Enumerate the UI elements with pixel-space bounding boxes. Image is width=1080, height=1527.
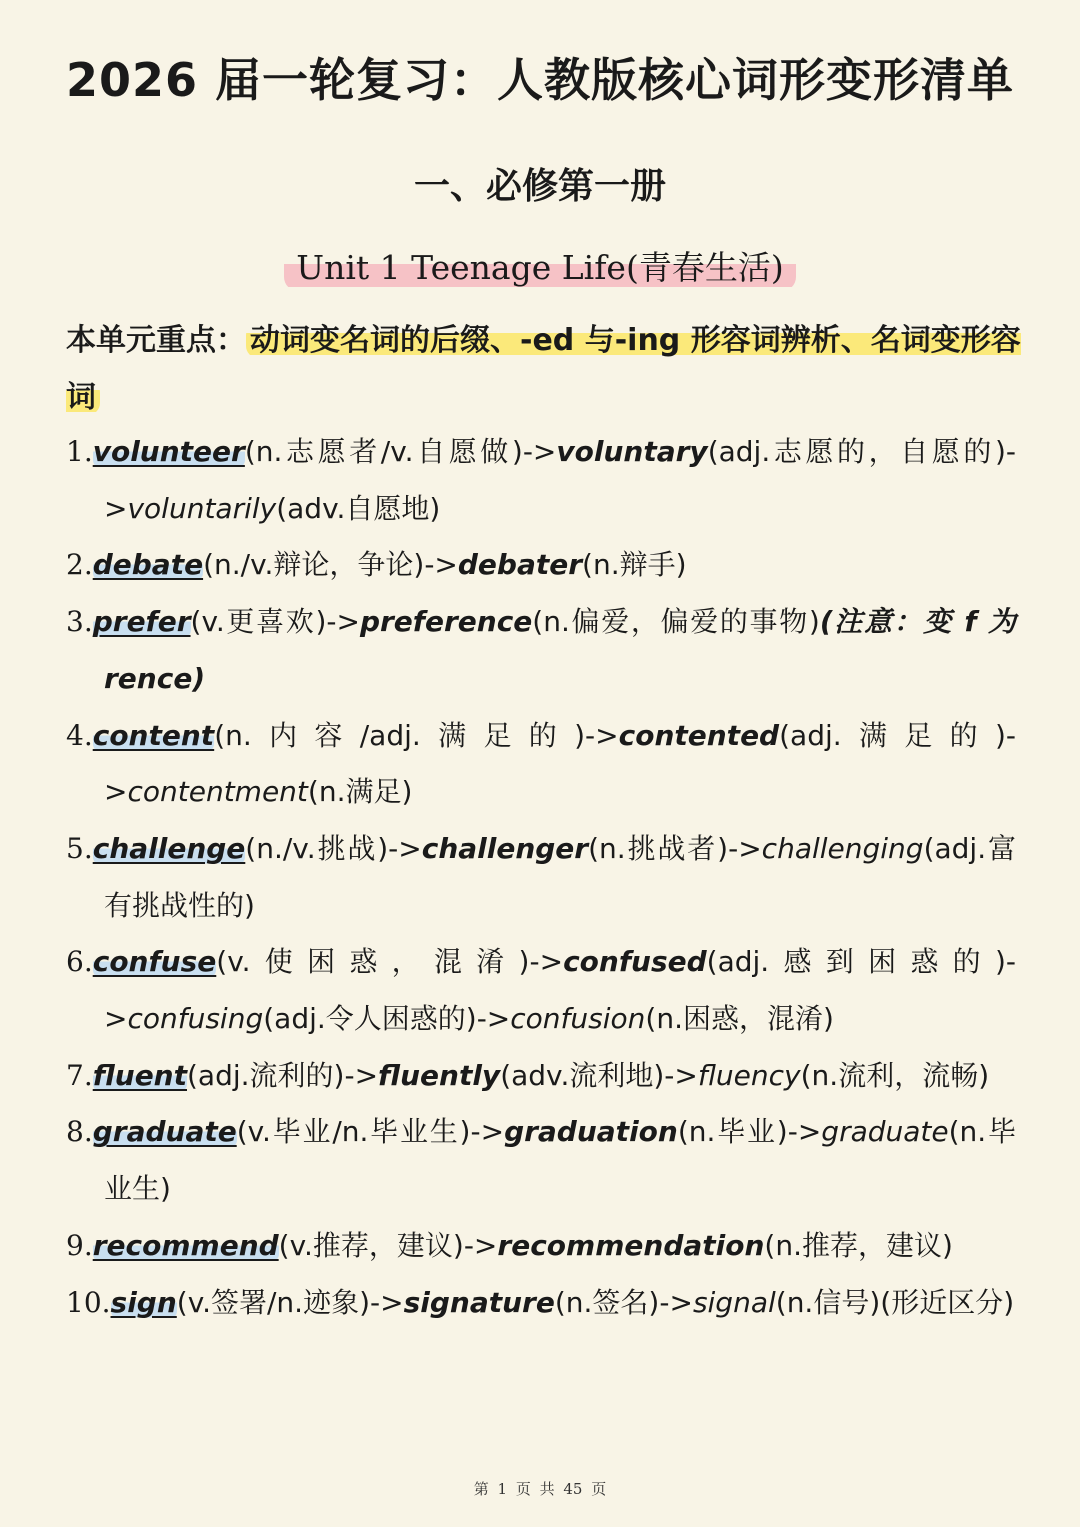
focus-label: 本单元重点： (66, 323, 246, 358)
derived-gloss: (adj.满足的) (779, 718, 1006, 752)
item-number: 1. (66, 435, 93, 468)
derived-gloss: (n.毕业) (677, 1115, 788, 1149)
derived-gloss: (n.偏爱，偏爱的事物) (532, 605, 820, 639)
item-number: 4. (66, 718, 93, 752)
arrow: -> (370, 1285, 404, 1319)
derived-gloss: (n.推荐，建议) (764, 1228, 953, 1262)
arrow: -> (104, 945, 1016, 1036)
derived-word: challenging (761, 831, 924, 865)
derived-word: confused (563, 945, 707, 979)
derived-word: signal (692, 1285, 776, 1319)
derived-word: confusion (510, 1002, 646, 1036)
key-word: volunteer (92, 435, 245, 468)
arrow: -> (104, 718, 1016, 809)
page-footer: 第 1 页 共 45 页 (473, 1480, 607, 1498)
key-word: recommend (92, 1228, 279, 1262)
derived-gloss: (n.挑战者) (588, 831, 729, 865)
arrow: -> (529, 945, 564, 979)
key-word: confuse (92, 945, 217, 979)
derived-gloss: (adv.自愿地) (276, 491, 441, 525)
arrow: -> (463, 1228, 498, 1262)
list-item (66, 1104, 1016, 1217)
item-number: 5. (66, 831, 93, 865)
key-word: debate (92, 548, 204, 582)
derived-word: contentment (127, 775, 308, 809)
derived-word: fluently (378, 1058, 501, 1092)
derived-gloss: (adj.志愿的，自愿的) (707, 435, 1006, 468)
derived-word: confusing (127, 1002, 264, 1036)
derived-word: signature (403, 1285, 555, 1319)
key-word: sign (110, 1285, 177, 1319)
word-list (66, 424, 1016, 1331)
derived-word: debater (457, 548, 583, 582)
derived-gloss: (n.毕业生) (104, 1115, 1016, 1206)
derived-gloss: (n.信号) (775, 1285, 881, 1319)
derived-word: preference (359, 605, 533, 639)
derived-word: graduation (504, 1115, 678, 1149)
key-word: fluent (92, 1058, 187, 1092)
derived-word: contented (618, 718, 780, 752)
key-gloss: (v.推荐，建议) (278, 1228, 464, 1262)
item-number: 9. (66, 1228, 93, 1262)
item-number: 10. (66, 1285, 111, 1319)
key-gloss: (v.签署/n.迹象) (176, 1285, 371, 1319)
key-word: challenge (92, 831, 246, 865)
arrow: -> (787, 1115, 822, 1149)
arrow: -> (388, 831, 422, 865)
list-item (66, 537, 1016, 594)
derived-gloss: (adj.富有挑战性的) (104, 831, 1016, 922)
list-item (66, 708, 1016, 821)
unit-title: Unit 1 Teenage Life(青春生活) (284, 242, 795, 291)
document-title: 2026 届一轮复习：人教版核心词形变形清单 (65, 53, 1015, 107)
key-gloss: (n.志愿者/v.自愿做) (244, 435, 523, 468)
list-item (66, 934, 1016, 1047)
item-number: 7. (66, 1058, 93, 1092)
key-gloss: (n./v.辩论，争论) (203, 548, 425, 582)
list-item (66, 1218, 1016, 1275)
derived-word: fluency (697, 1058, 801, 1092)
unit-title-wrap (0, 242, 1080, 291)
derived-word: graduate (821, 1115, 949, 1149)
key-word: content (92, 718, 215, 752)
arrow: -> (522, 435, 557, 468)
key-gloss: (n./v.挑战) (245, 831, 389, 865)
derived-gloss: (n.辩手) (582, 548, 687, 582)
list-item (66, 594, 1016, 707)
key-gloss: (n.内容/adj.满足的) (214, 718, 586, 752)
derived-word: voluntarily (127, 491, 277, 525)
key-word: graduate (92, 1115, 237, 1149)
focus-text: 动词变名词的后缀、-ed 与-ing 形容词辨析、名词变形容词 (66, 323, 1021, 415)
unit-focus (66, 312, 1026, 426)
key-word: prefer (92, 605, 191, 639)
item-number: 3. (66, 605, 93, 639)
derived-gloss: (n.满足) (307, 775, 413, 809)
list-item (66, 1048, 1016, 1105)
item-number: 2. (66, 548, 93, 582)
arrow: -> (344, 1058, 379, 1092)
item-number: 8. (66, 1115, 93, 1149)
key-gloss: (adj.流利的) (187, 1058, 345, 1092)
list-item (66, 821, 1016, 934)
note: (形近区分) (880, 1285, 1015, 1319)
key-gloss: (v.使困惑，混淆) (216, 945, 530, 979)
section-title: 一、必修第一册 (413, 166, 666, 207)
derived-word: voluntary (556, 435, 708, 468)
key-gloss: (v.更喜欢) (190, 605, 327, 639)
arrow: -> (585, 718, 619, 752)
derived-gloss: (adv.流利地) (500, 1058, 665, 1092)
arrow: -> (659, 1285, 693, 1319)
arrow: -> (476, 1002, 511, 1036)
list-item (66, 424, 1016, 537)
derived-gloss: (adj.令人困惑的) (263, 1002, 477, 1036)
derived-gloss: (n.困惑，混淆) (645, 1002, 834, 1036)
arrow: -> (470, 1115, 505, 1149)
arrow: -> (728, 831, 762, 865)
list-item (66, 1275, 1016, 1332)
note: (注意：变 f 为 rence) (104, 605, 1016, 695)
derived-word: challenger (421, 831, 589, 865)
item-number: 6. (66, 945, 93, 979)
derived-gloss: (adj.感到困惑的) (706, 945, 1006, 979)
derived-gloss: (n.签名) (554, 1285, 660, 1319)
arrow: -> (664, 1058, 698, 1092)
key-gloss: (v.毕业/n.毕业生) (236, 1115, 471, 1149)
arrow: -> (104, 435, 1016, 525)
derived-gloss: (n.流利，流畅) (800, 1058, 990, 1092)
derived-word: recommendation (497, 1228, 765, 1262)
arrow: -> (326, 605, 360, 639)
arrow: -> (424, 548, 458, 582)
